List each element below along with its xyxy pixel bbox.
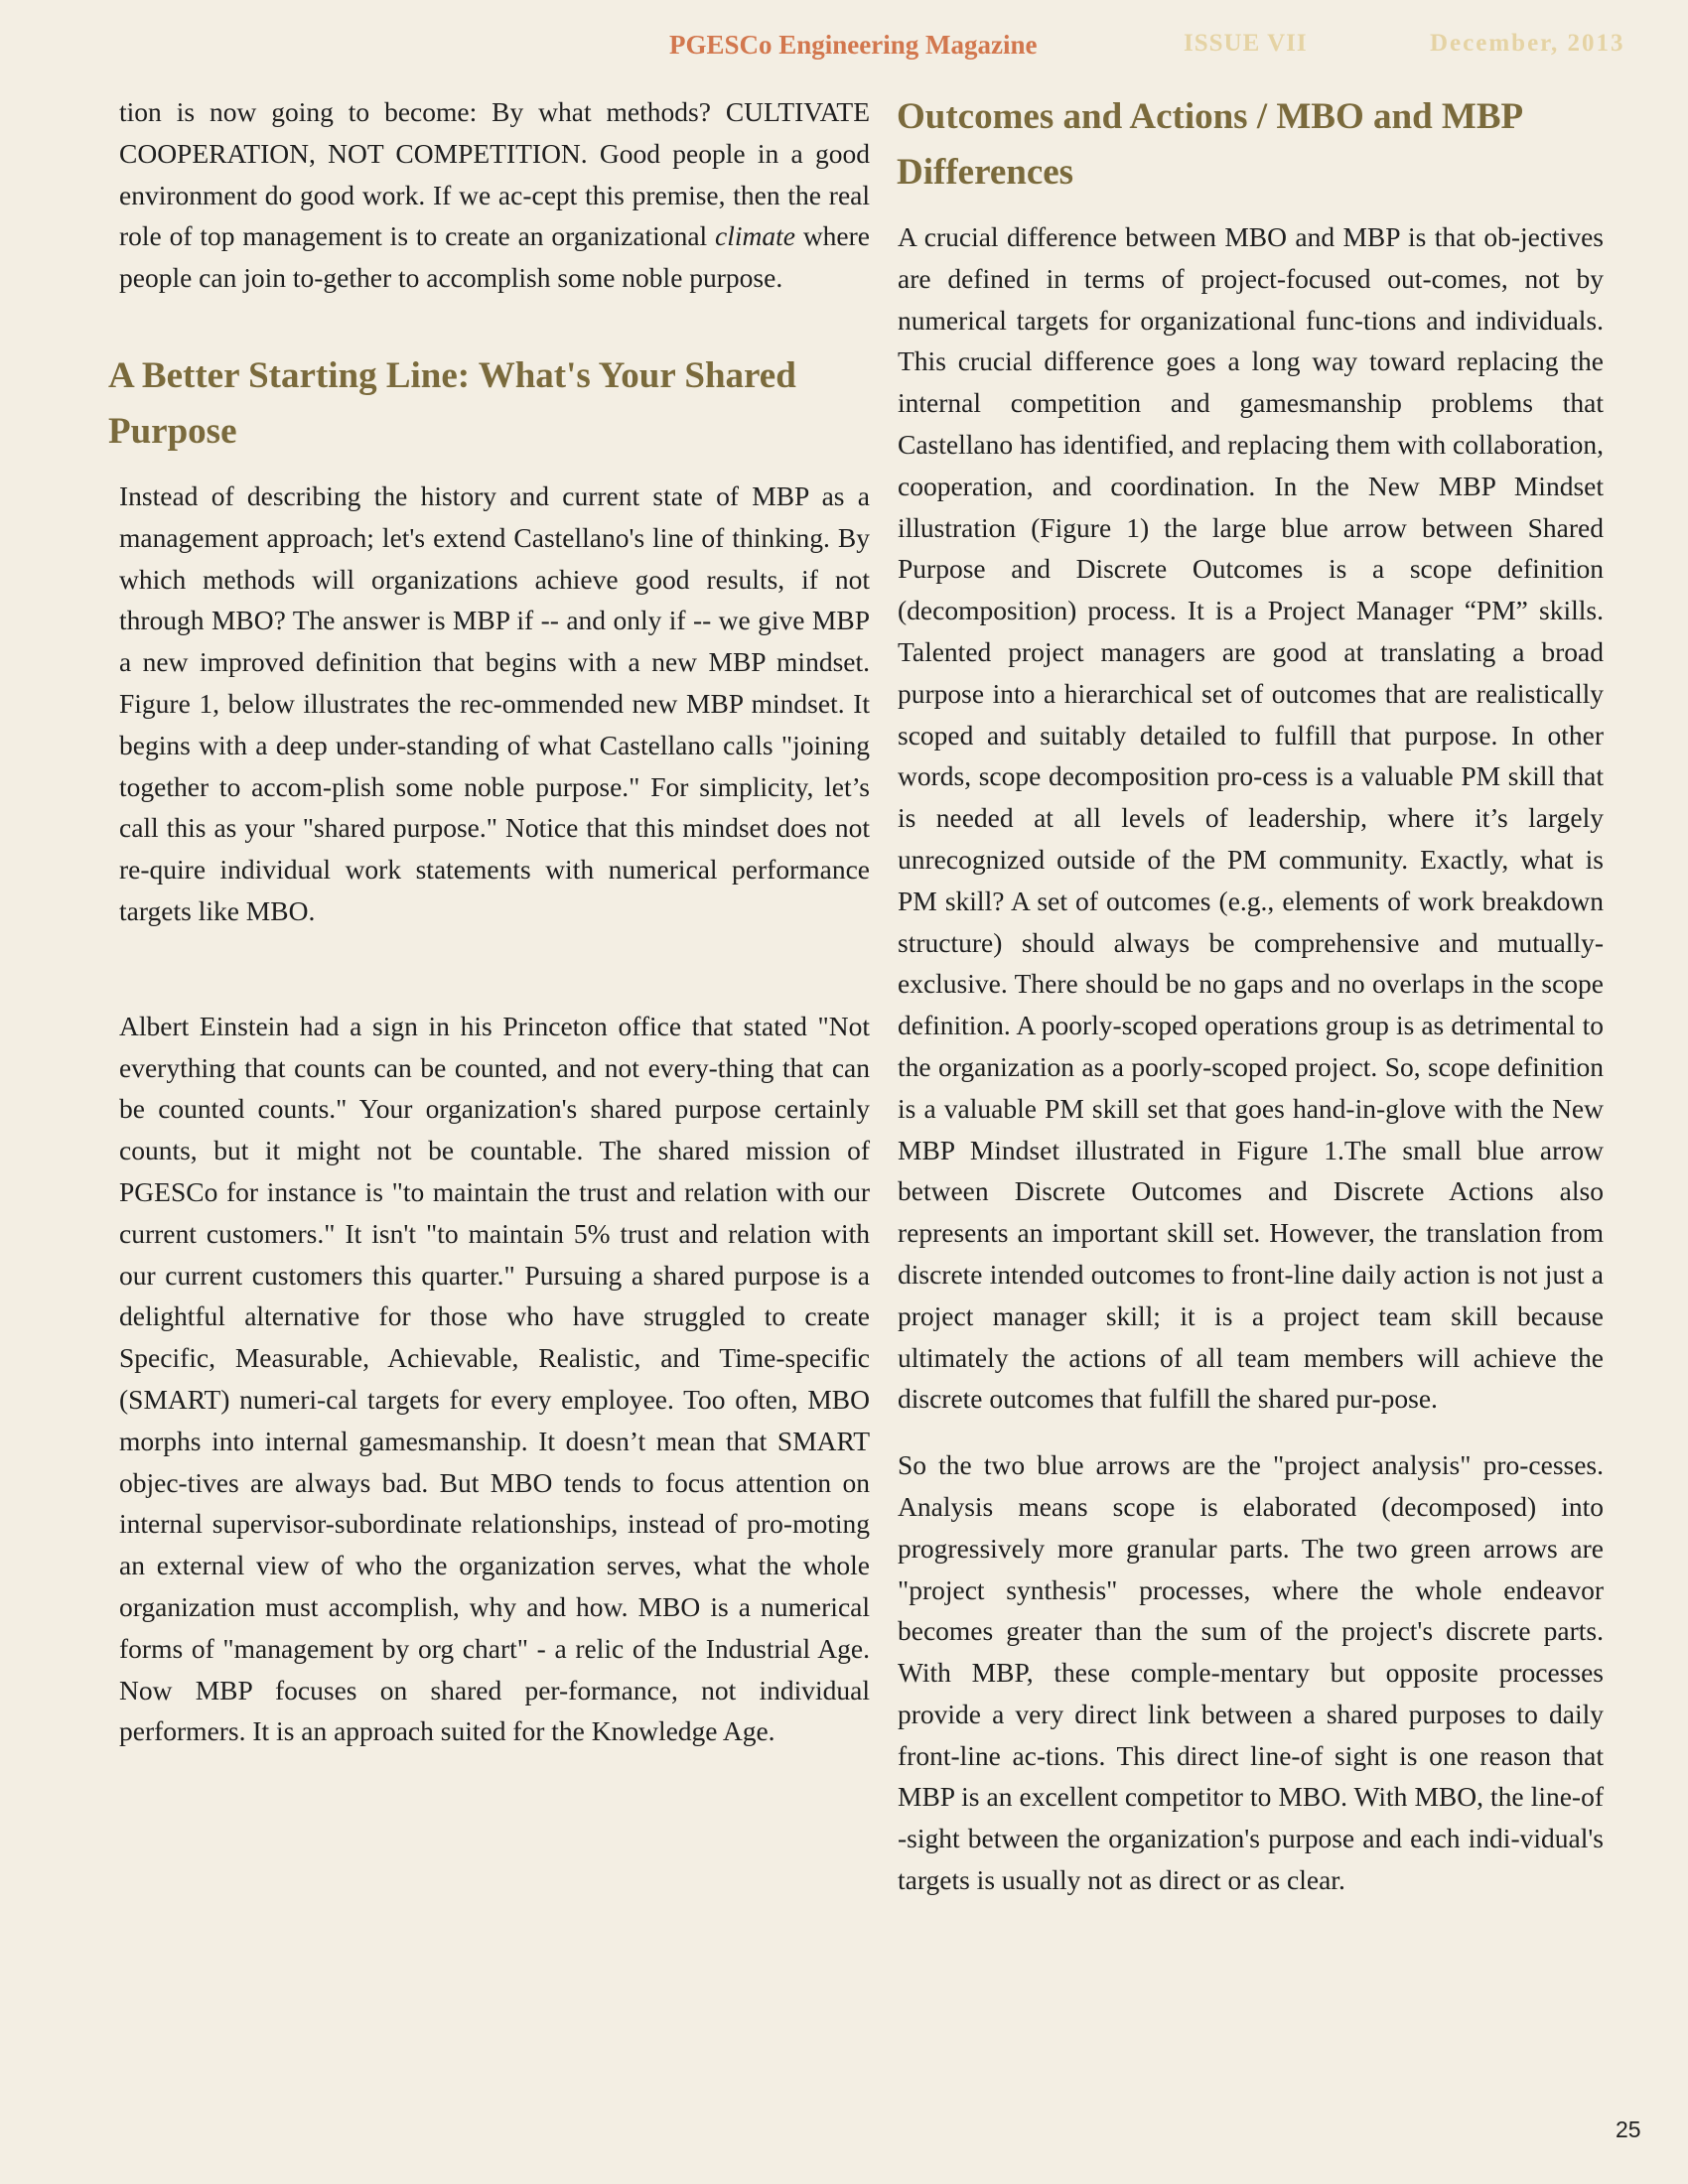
- left-paragraph-2: Instead of describing the history and current state of MBP as a management approach; let's extend Castellano's line of thinking. By which methods will organizations achieve good results, if not through MBO? The answer is MBP if -- and only if -- we give MBP a new improved definition that begins with a new MBP mindset. Figure 1, below illustrates the rec-ommended new MBP mindset. It begins with a deep under-standing of what Castellano calls "joining together to accom-plish some noble purpose." For simplicity, let’s call this as your "shared purpose." Notice that this mindset does not re-quire individual work statements with numerical performance targets like MBO.: [119, 479, 870, 926]
- issue-date: December, 2013: [1430, 30, 1625, 57]
- right-column: [898, 91, 1604, 1901]
- left-paragraph-3: Albert Einstein had a sign in his Princeton office that stated "Not everything that counts can be counted, and not every-thing that can be counted counts." Your organization's shared purpose certainly counts, but it might not be countable. The shared mission of PGESCo for instance is "to maintain the trust and relation with our current customers." It isn't "to maintain 5% trust and relation with our current customers this quarter." Pursuing a shared purpose is a delightful alternative for those who have struggled to create Specific, Measurable, Achievable, Realistic, and Time-specific (SMART) numeri-cal targets for every employee. Too often, MBO morphs into internal gamesmanship. It doesn’t mean that SMART objec-tives are always bad. But MBO tends to focus attention on internal supervisor-subordinate relationships, instead of pro-moting an external view of who the organization serves, what the whole organization must accomplish, why and how. MBO is a numerical forms of "management by org chart" - a relic of the Industrial Age. Now MBP focuses on shared per-formance, not individual performers. It is an approach suited for the Knowledge Age.: [119, 1010, 870, 1747]
- magazine-title: PGESCo Engineering Magazine: [669, 30, 1038, 60]
- heading-shared-purpose: A Better Starting Line: What's Your Shared Purpose: [108, 354, 796, 452]
- emphasis-climate: climate: [715, 220, 795, 252]
- left-column: [108, 91, 870, 1752]
- left-paragraph-1: tion is now going to become: By what methods? CULTIVATE COOPERATION, NOT COMPETITION. Good people in a good environment do good work. If we ac-cept this premise, then the real role of top management is to create an organizational climate where people can join to-gether to accomplish some noble purpose.: [119, 96, 870, 294]
- page-number: 25: [1616, 2116, 1641, 2142]
- page-header: [0, 30, 1688, 69]
- issue-label: ISSUE VII: [1184, 30, 1308, 57]
- right-paragraph-2: So the two blue arrows are the "project analysis" pro-cesses. Analysis means scope is elaborated (decomposed) into progressively more granular parts. The two green arrows are "project synthesis" processes, where the whole endeavor becomes greater than the sum of the project's discrete parts. With MBP, these comple-mentary but opposite processes provide a very direct link between a shared purposes to daily front-line ac-tions. This direct line-of sight is one reason that MBP is an excellent competitor to MBO. With MBO, the line-of -sight between the organization's purpose and each indi-vidual's targets is usually not as direct or as clear.: [898, 1449, 1604, 1896]
- right-paragraph-1: A crucial difference between MBO and MBP is that ob-jectives are defined in terms of project-focused out-comes, not by numerical targets for organizational func-tions and individuals. This crucial difference goes a long way toward replacing the internal competition and gamesmanship problems that Castellano has identified, and replacing them with collaboration, cooperation, and coordination. In the New MBP Mindset illustration (Figure 1) the large blue arrow between Shared Purpose and Discrete Outcomes is a scope definition (decomposition) process. It is a Project Manager “PM” skills. Talented project managers are good at translating a broad purpose into a hierarchical set of outcomes that are realistically scoped and suitably detailed to fulfill that purpose. In other words, scope decomposition pro-cess is a valuable PM skill that is needed at all levels of leadership, where it’s largely unrecognized outside of the PM community. Exactly, what is PM skill? A set of outcomes (e.g., elements of work breakdown structure) should always be comprehensive and mutually-exclusive. There should be no gaps and no overlaps in the scope definition. A poorly-scoped operations group is as detrimental to the organization as a poorly-scoped project. So, scope definition is a valuable PM skill set that goes hand-in-glove with the New MBP Mindset illustrated in Figure 1.The small blue arrow between Discrete Outcomes and Discrete Actions also represents an important skill set. However, the translation from discrete intended outcomes to front-line daily action is not just a project manager skill; it is a project team skill because ultimately the actions of all team members will achieve the discrete outcomes that fulfill the shared pur-pose.: [898, 221, 1604, 1415]
- heading-outcomes-actions: Outcomes and Actions / MBO and MBP Differences: [897, 96, 1522, 193]
